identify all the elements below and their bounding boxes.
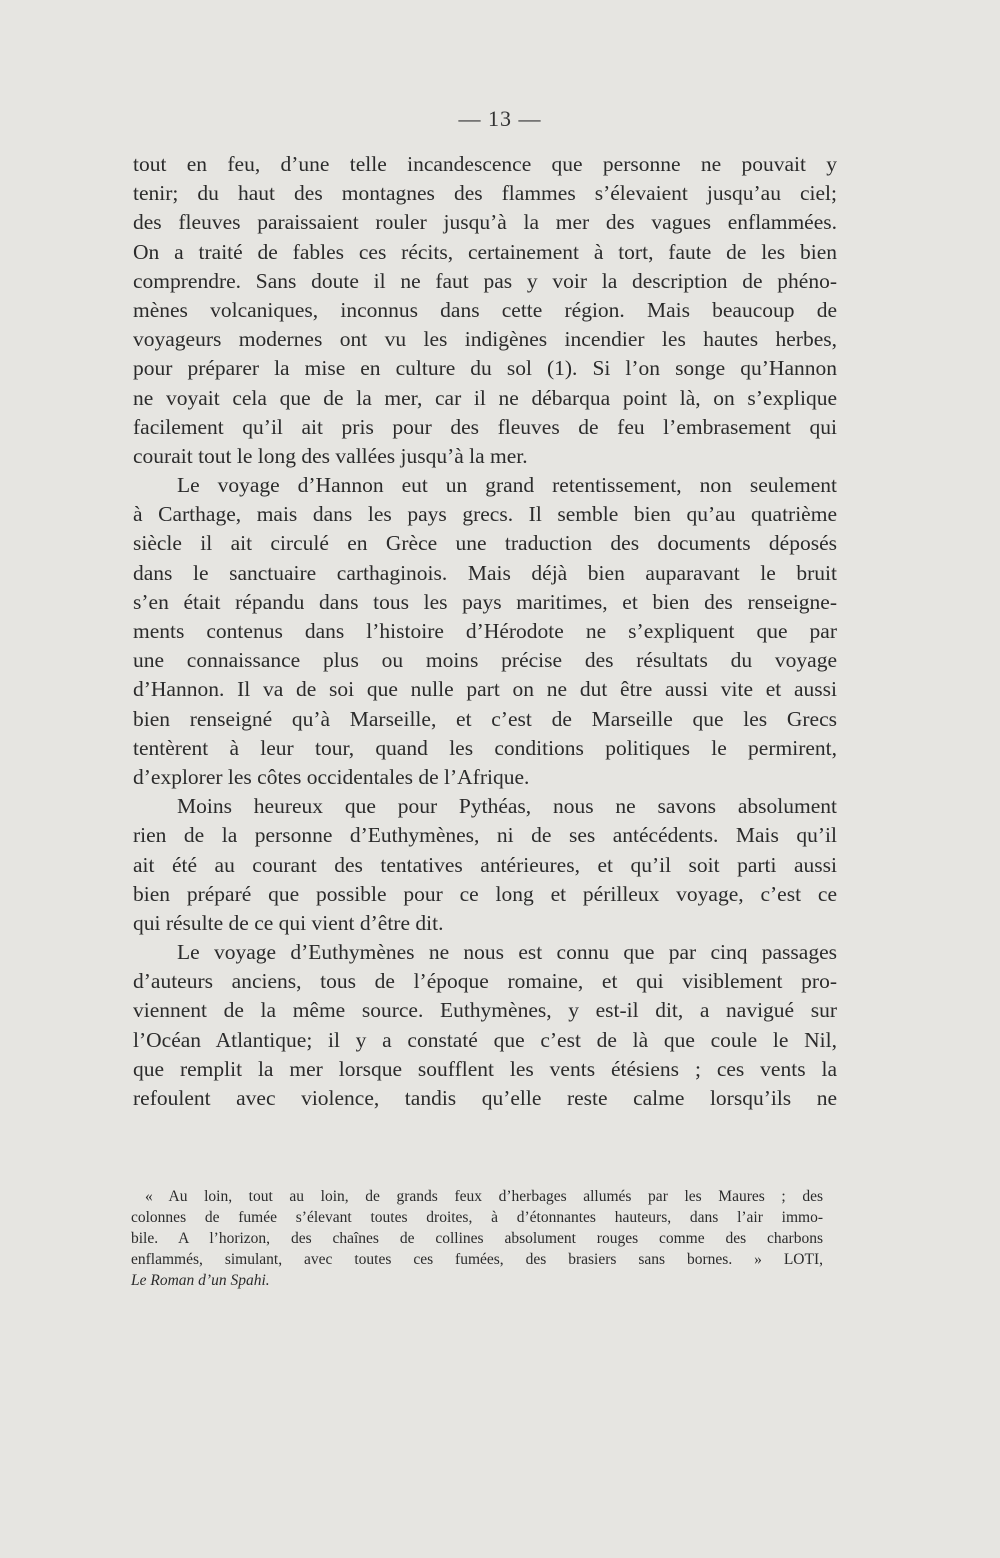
text-line: l’Océan Atlantique; il y a constaté que c’est de là que coule le Nil, <box>133 1027 837 1052</box>
text-line: pour préparer la mise en culture du sol (1). Si l’on songe qu’Hannon <box>133 356 837 381</box>
footnote-line: « Au loin, tout au loin, de grands feux d’herbages allumés par les Maures ; des <box>145 1188 823 1205</box>
footnote-line: Le Roman d’un Spahi. <box>131 1272 270 1289</box>
text-line: rien de la personne d’Euthymènes, ni de ses antécédents. Mais qu’il <box>133 823 837 848</box>
text-line: Le voyage d’Euthymènes ne nous est connu que par cinq passages <box>177 940 837 965</box>
text-line: dans le sanctuaire carthaginois. Mais déjà bien auparavant le bruit <box>133 560 837 585</box>
text-line: d’Hannon. Il va de soi que nulle part on ne dut être aussi vite et aussi <box>133 677 837 702</box>
text-line: bien renseigné qu’à Marseille, et c’est de Marseille que les Grecs <box>133 706 837 731</box>
text-line: On a traité de fables ces récits, certainement à tort, faute de les bien <box>133 239 837 264</box>
text-line: qui résulte de ce qui vient d’être dit. <box>133 910 444 935</box>
text-line: facilement qu’il ait pris pour des fleuves de feu l’embrasement qui <box>133 414 837 439</box>
footnote-line: colonnes de fumée s’élevant toutes droites, à d’étonnantes hauteurs, dans l’air immo- <box>131 1209 823 1226</box>
text-line: tentèrent à leur tour, quand les conditions politiques le permirent, <box>133 735 837 760</box>
text-line: bien préparé que possible pour ce long et périlleux voyage, c’est ce <box>133 881 837 906</box>
text-line: Le voyage d’Hannon eut un grand retentissement, non seulement <box>177 473 837 498</box>
text-line: comprendre. Sans doute il ne faut pas y voir la description de phéno- <box>133 268 837 293</box>
text-line: que remplit la mer lorsque soufflent les vents étésiens ; ces vents la <box>133 1056 837 1081</box>
footnote <box>131 1186 823 1291</box>
text-line: voyageurs modernes ont vu les indigènes incendier les hautes herbes, <box>133 327 837 352</box>
text-line: tout en feu, d’une telle incandescence que personne ne pouvait y <box>133 152 837 176</box>
text-line: Moins heureux que pour Pythéas, nous ne savons absolument <box>177 794 837 819</box>
page-number: — 13 — <box>458 106 542 131</box>
text-line: d’explorer les côtes occidentales de l’Afrique. <box>133 764 530 789</box>
text-line: mènes volcaniques, inconnus dans cette région. Mais beaucoup de <box>133 297 837 322</box>
body-text <box>133 150 837 1113</box>
text-line: refoulent avec violence, tandis qu’elle reste calme lorsqu’ils ne <box>133 1086 837 1110</box>
text-line: courait tout le long des vallées jusqu’à la mer. <box>133 443 528 468</box>
text-line: viennent de la même source. Euthymènes, y est-il dit, a navigué sur <box>133 998 837 1023</box>
text-line: s’en était répandu dans tous les pays maritimes, et bien des renseigne- <box>133 589 837 614</box>
text-line: des fleuves paraissaient rouler jusqu’à la mer des vagues enflammées. <box>133 210 837 235</box>
footnote-line: bile. A l’horizon, des chaînes de collines absolument rouges comme des charbons <box>131 1230 823 1247</box>
text-line: ait été au courant des tentatives antérieures, et qu’il soit parti aussi <box>133 852 837 877</box>
text-line: ments contenus dans l’histoire d’Hérodote ne s’expliquent que par <box>133 619 837 643</box>
text-line: à Carthage, mais dans les pays grecs. Il semble bien qu’au quatrième <box>133 502 837 527</box>
text-line: une connaissance plus ou moins précise des résultats du voyage <box>133 648 837 673</box>
text-line: tenir; du haut des montagnes des flammes s’élevaient jusqu’au ciel; <box>133 181 837 206</box>
footnote-line: enflammés, simulant, avec toutes ces fumées, des brasiers sans bornes. » LOTI, <box>131 1251 823 1268</box>
text-line: d’auteurs anciens, tous de l’époque romaine, et qui visiblement pro- <box>133 969 837 994</box>
text-line: ne voyait cela que de la mer, car il ne débarqua point là, on s’explique <box>133 385 837 410</box>
text-line: siècle il ait circulé en Grèce une traduction des documents déposés <box>133 531 837 556</box>
